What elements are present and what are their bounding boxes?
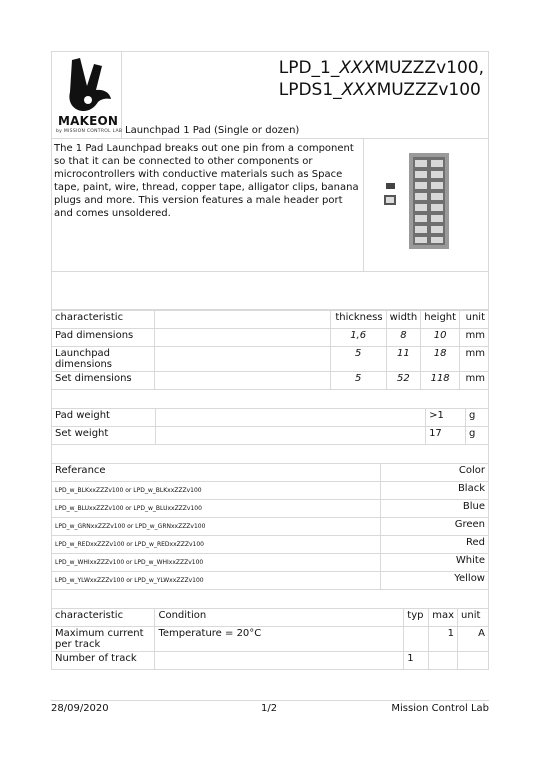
- table-row: LPD_w_WHIxxZZZv100 or LPD_w_WHIxxZZZv100 White: [52, 554, 489, 572]
- table-row: Maximum current per track Temperature = 20°C 1 A: [52, 627, 489, 652]
- table-row: Pad weight >1 g: [52, 409, 489, 427]
- dimensions-table: [51, 310, 489, 390]
- description-text: The 1 Pad Launchpad breaks out one pin from a component so that it can be connected to other components or microcontrollers with conductive materials such as Space tape, paint, wire, thread, copper tape, alligator clips, banana plugs and more. This version features a male header port and comes unsoldered.: [54, 143, 359, 219]
- header-characteristic: characteristic: [52, 311, 155, 329]
- table-row: Set dimensions 5 52 118 mm: [52, 372, 489, 390]
- table-row: LPD_w_YLWxxZZZv100 or LPD_w_YLWxxZZZv100 Yellow: [52, 572, 489, 590]
- header-color: Color: [381, 464, 489, 482]
- product-photo: [363, 139, 489, 271]
- table-header-row: [52, 311, 489, 329]
- table-header-row: characteristic Condition typ max unit: [52, 609, 489, 627]
- table-row: LPD_w_BLKxxZZZv100 or LPD_w_BLKxxZZZv100 Black: [52, 482, 489, 500]
- spacer: [51, 390, 489, 408]
- header-thickness: thickness: [330, 311, 386, 329]
- product-code-title: LPD_1_XXXMUZZZv100, LPDS1_XXXMUZZZv100: [278, 58, 484, 100]
- table-row: Set weight 17 g: [52, 427, 489, 445]
- header-height: height: [421, 311, 460, 329]
- logo: [52, 52, 122, 139]
- table-header-row: [52, 464, 489, 482]
- table-row: LPD_w_BLUxxZZZv100 or LPD_w_BLUxxZZZv100 Blue: [52, 500, 489, 518]
- spacer: [51, 272, 489, 310]
- table-row: Launchpad dimensions 5 11 18 mm: [52, 347, 489, 372]
- table-row: Pad dimensions 1,6 8 10 mm: [52, 329, 489, 347]
- launchpad-set-image: [364, 139, 490, 271]
- logo-wordmark: MAKEON: [58, 114, 119, 128]
- header: [51, 51, 489, 139]
- table-row: Number of track 1: [52, 652, 489, 670]
- table-row: LPD_w_REDxxZZZv100 or LPD_w_REDxxZZZv100 Red: [52, 536, 489, 554]
- header-reference: Referance: [52, 464, 381, 482]
- electrical-table: [51, 608, 489, 670]
- logo-subtitle: by MISSION CONTROL LAB: [56, 129, 123, 134]
- header-width: width: [386, 311, 421, 329]
- references-table: [51, 463, 489, 590]
- footer-page-number: 1/2: [261, 703, 278, 714]
- hand-logo-icon: [58, 56, 116, 114]
- spacer: [51, 445, 489, 463]
- description-row: [51, 139, 489, 272]
- footer-date: 28/09/2020: [51, 703, 109, 714]
- header-unit: unit: [460, 311, 489, 329]
- spacer: [51, 590, 489, 608]
- weights-table: [51, 408, 489, 445]
- table-row: LPD_w_GRNxxZZZv100 or LPD_w_GRNxxZZZv100 Green: [52, 518, 489, 536]
- footer-company: Mission Control Lab: [391, 703, 489, 714]
- product-subtitle: Launchpad 1 Pad (Single or dozen): [125, 125, 300, 136]
- page-footer: [51, 700, 489, 714]
- datasheet-page: [51, 51, 489, 670]
